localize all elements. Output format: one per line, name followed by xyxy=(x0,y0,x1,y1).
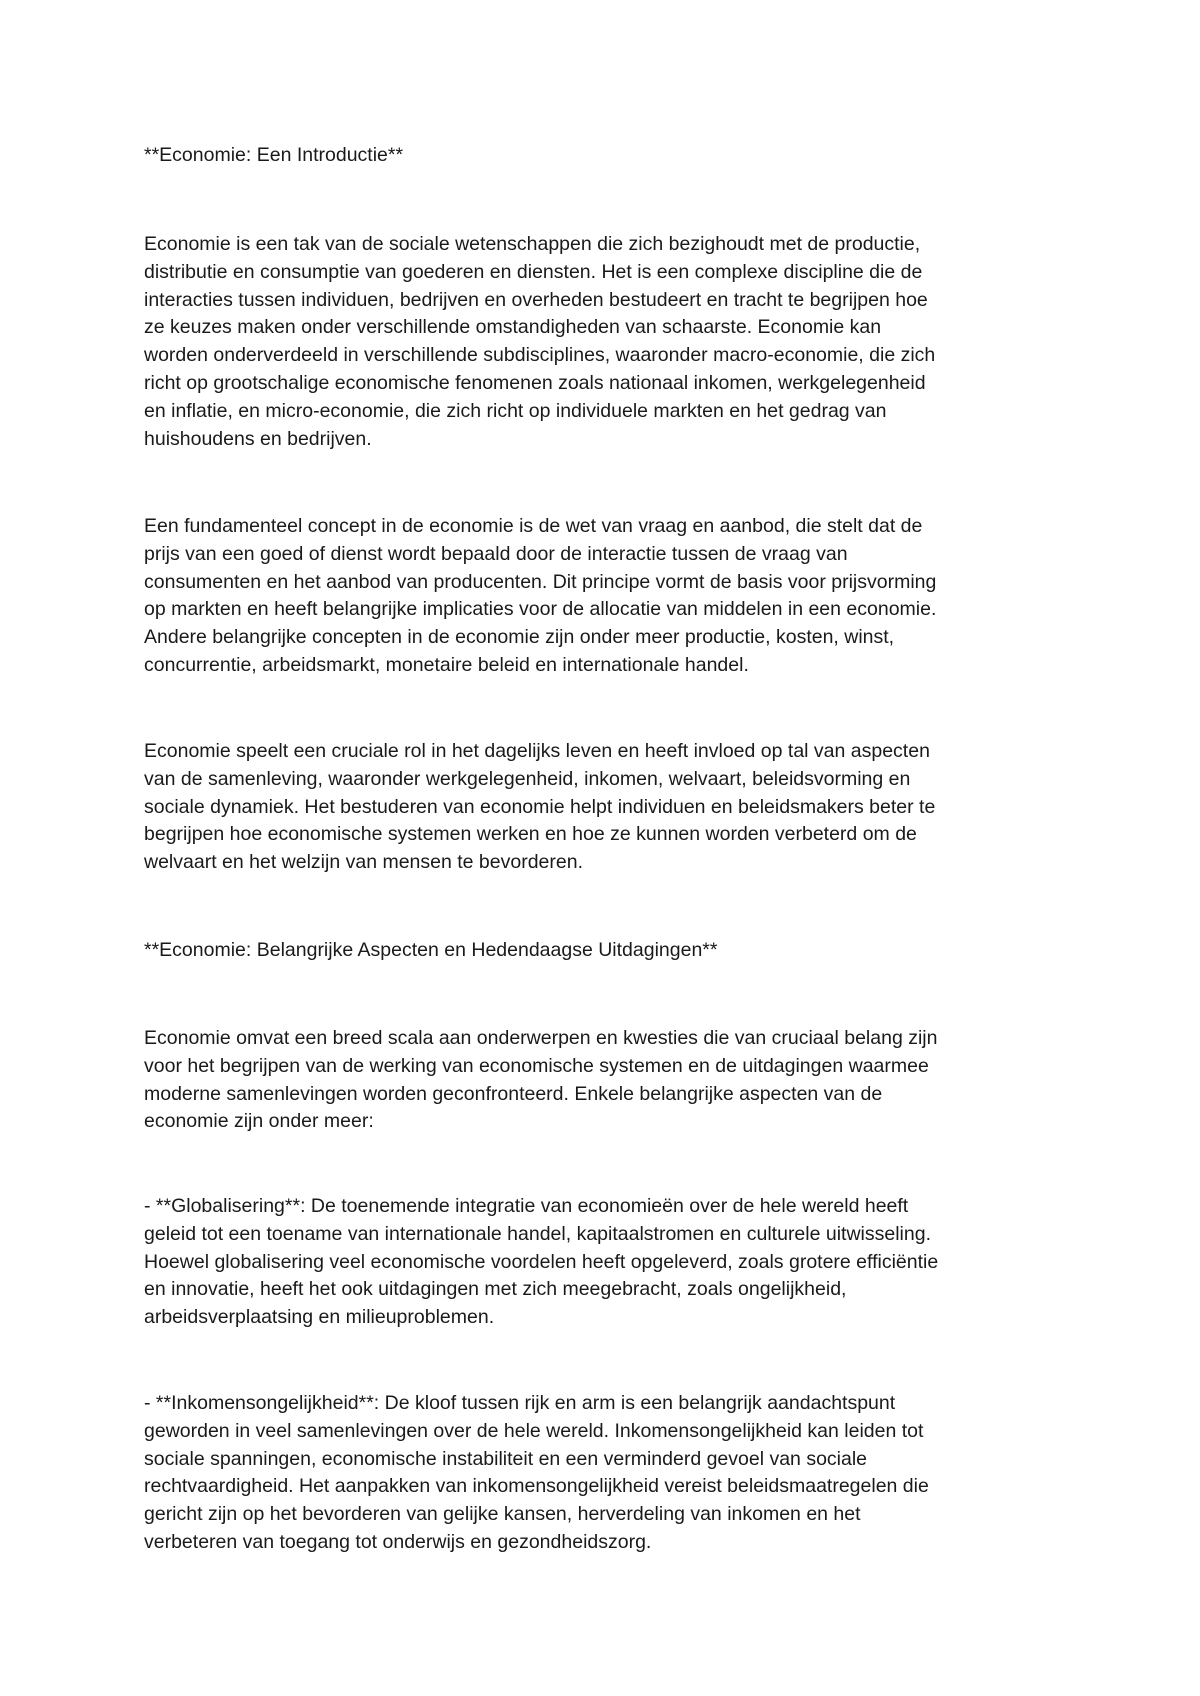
section-heading-aspects: **Economie: Belangrijke Aspecten en Hedendaagse Uitdagingen** xyxy=(144,939,718,961)
section-heading-introduction: **Economie: Een Introductie** xyxy=(144,144,404,166)
paragraph-role: Economie speelt een cruciale rol in het dagelijks leven en heeft invloed op tal van aspecten van de samenleving, waaronder werkgelegenheid, inkomen, welvaart, beleidsvorming en sociale dynamiek. Het bestuderen van economie helpt individuen en beleidsmakers beter te begrijpen hoe economische systemen werken en hoe ze kunnen worden verbeterd om de welvaart en het welzijn van mensen te bevorderen. xyxy=(144,740,936,874)
list-item-globalisering: - **Globalisering**: De toenemende integratie van economieën over de hele wereld heeft geleid tot een toename van internationale handel, kapitaalstromen en culturele uitwisseling. Hoewel globalisering veel economische voordelen heeft opgeleverd, zoals grotere efficiëntie en innovatie, heeft het ook uitdagingen met zich meegebracht, zoals ongelijkheid, arbeidsverplaatsing en milieuproblemen. xyxy=(144,1195,939,1329)
paragraph-supply-demand: Een fundamenteel concept in de economie is de wet van vraag en aanbod, die stelt dat de prijs van een goed of dienst wordt bepaald door de interactie tussen de vraag van consumenten en het aanbod van producenten. Dit principe vormt de basis voor prijsvorming op markten en heeft belangrijke implicaties voor de allocatie van middelen in een economie. Andere belangrijke concepten in de economie zijn onder meer productie, kosten, winst, concurrentie, arbeidsmarkt, monetaire beleid en internationale handel. xyxy=(144,515,937,676)
list-item-inkomensongelijkheid: - **Inkomensongelijkheid**: De kloof tussen rijk en arm is een belangrijk aandachtspunt geworden in veel samenlevingen over de hele wereld. Inkomensongelijkheid kan leiden tot sociale spanningen, economische instabiliteit en een verminderd gevoel van sociale rechtvaardigheid. Het aanpakken van inkomensongelijkheid vereist beleidsmaatregelen die gericht zijn op het bevorderen van gelijke kansen, herverdeling van inkomen en het verbeteren van toegang tot onderwijs en gezondheidszorg. xyxy=(144,1392,929,1553)
paragraph-definition: Economie is een tak van de sociale wetenschappen die zich bezighoudt met de productie, distributie en consumptie van goederen en diensten. Het is een complexe discipline die de interacties tussen individuen, bedrijven en overheden bestudeert en tracht te begrijpen hoe ze keuzes maken onder verschillende omstandigheden van schaarste. Economie kan worden onderverdeeld in verschillende subdisciplines, waaronder macro-economie, die zich richt op grootschalige economische fenomenen zoals nationaal inkomen, werkgelegenheid en inflatie, en micro-economie, die zich richt op individuele markten en het gedrag van huishoudens en bedrijven. xyxy=(144,233,936,450)
paragraph-aspects-intro: Economie omvat een breed scala aan onderwerpen en kwesties die van cruciaal belang zijn voor het begrijpen van de werking van economische systemen en de uitdagingen waarmee moderne samenlevingen worden geconfronteerd. Enkele belangrijke aspecten van de economie zijn onder meer: xyxy=(144,1027,938,1133)
